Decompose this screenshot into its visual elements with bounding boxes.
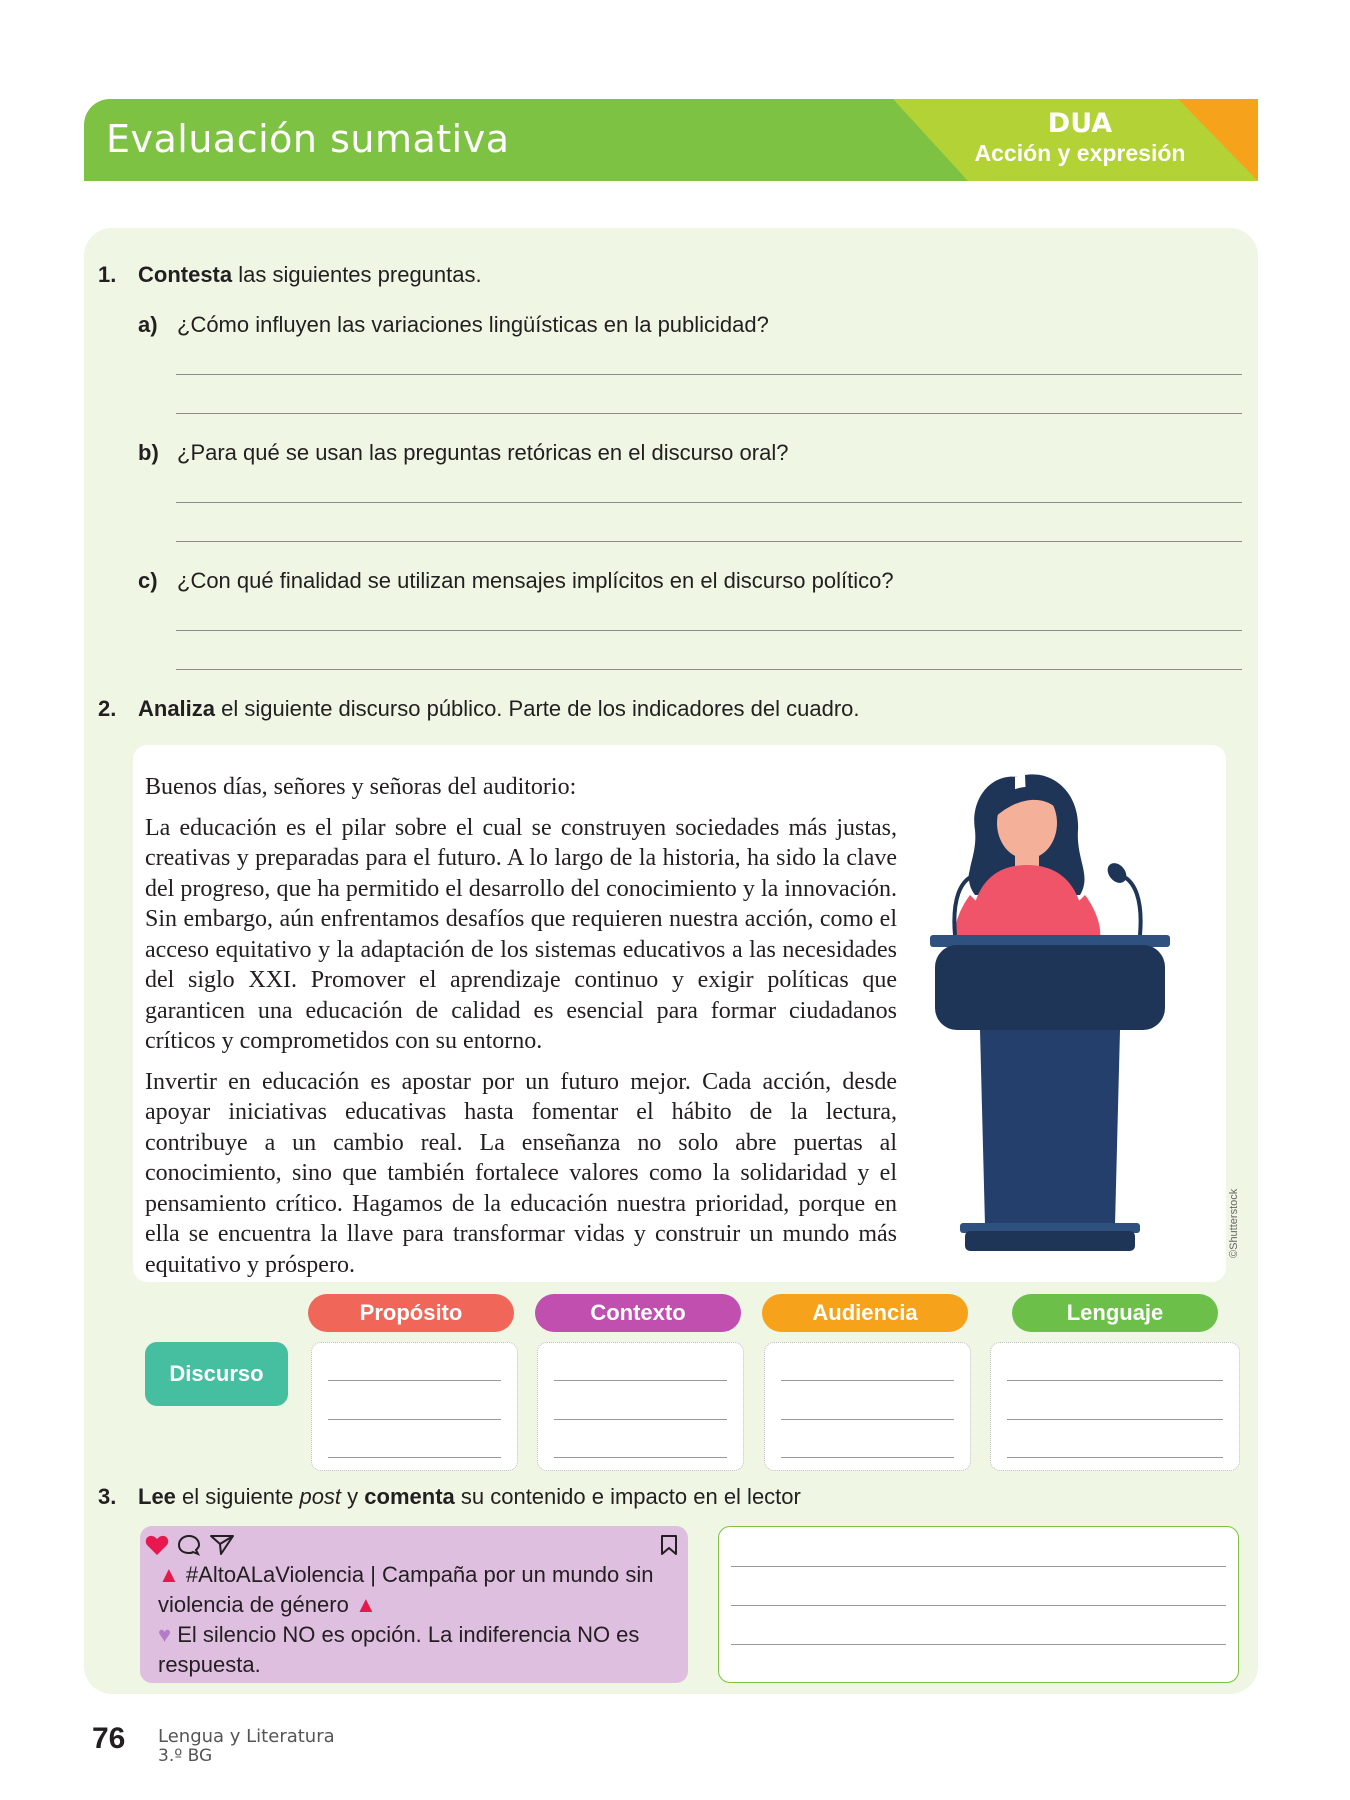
question-2-prompt — [138, 696, 860, 722]
q1c-text: ¿Con qué finalidad se utilizan mensajes implícitos en el discurso político? — [177, 568, 894, 593]
comment-icon[interactable] — [177, 1534, 201, 1556]
post-message-line: El silencio NO es opción. La indiferencia NO es respuesta. — [158, 1622, 640, 1677]
q1b-text: ¿Para qué se usan las preguntas retóricas en el discurso oral? — [177, 440, 789, 465]
question-3-prompt — [138, 1484, 801, 1510]
heart-icon[interactable] — [145, 1534, 169, 1556]
bookmark-icon[interactable] — [660, 1534, 678, 1556]
answer-cell-contexto[interactable] — [537, 1342, 744, 1471]
dua-subtitle: Acción y expresión — [974, 140, 1186, 166]
q3-rest: su contenido e impacto en el lector — [454, 1484, 801, 1509]
q1a-label: a) — [138, 312, 158, 337]
post-body — [158, 1560, 678, 1680]
purple-heart-icon: ♥ — [158, 1622, 172, 1647]
col-header-proposito: Propósito — [308, 1294, 514, 1332]
answer-cell-proposito[interactable] — [311, 1342, 518, 1471]
q1c-label: c) — [138, 568, 158, 593]
siren-icon: ▲ — [354, 1592, 377, 1617]
answer-line[interactable] — [176, 413, 1242, 414]
answer-line[interactable] — [176, 502, 1242, 503]
answer-line[interactable] — [176, 669, 1242, 670]
question-3-number: 3. — [98, 1484, 117, 1509]
speech-text — [145, 772, 897, 1290]
col-header-contexto: Contexto — [535, 1294, 741, 1332]
page-number: 76 — [92, 1722, 126, 1755]
q1-verb: Contesta — [138, 262, 233, 287]
col-header-lenguaje: Lenguaje — [1012, 1294, 1218, 1332]
q1a-text: ¿Cómo influyen las variaciones lingüísticas en la publicidad? — [177, 312, 769, 337]
question-1-prompt — [138, 262, 482, 288]
q3-post-word: post — [299, 1484, 342, 1509]
q1-rest: las siguientes preguntas. — [232, 262, 482, 287]
dua-title: DUA — [1047, 108, 1113, 139]
q2-rest: el siguiente discurso público. Parte de los indicadores del cuadro. — [215, 696, 860, 721]
answer-line[interactable] — [176, 630, 1242, 631]
question-1-number: 1. — [98, 262, 117, 287]
speech-greeting: Buenos días, señores y señoras del auditorio: — [145, 774, 577, 800]
share-icon[interactable] — [209, 1534, 235, 1556]
social-post-card — [140, 1526, 688, 1683]
image-credit: ©Shutterstock — [1228, 1188, 1240, 1258]
q1b-label: b) — [138, 440, 159, 465]
speech-paragraph-1: La educación es el pilar sobre el cual se construyen sociedades más justas, creativas y preparadas para el futuro. A lo largo de la historia, ha sido la clave del progreso, que ha permitido el desarrollo del conocimiento y la innovación. Sin embargo, aún enfrentamos desafíos que requieren nuestra acción, como el acceso equitativo y la adaptación de los sistemas educativos a las necesidades del siglo XXI. Promover el aprendizaje continuo y exigir políticas que garanticen una educación de calidad es esencial para formar ciudadanos críticos y comprometidos con su entorno. — [145, 814, 897, 1054]
siren-icon: ▲ — [158, 1562, 180, 1587]
dua-label — [930, 109, 1230, 167]
q3-mid1: el siguiente — [175, 1484, 300, 1509]
q3-verb2: comenta — [364, 1484, 455, 1509]
answer-line[interactable] — [176, 374, 1242, 375]
q2-verb: Analiza — [138, 696, 216, 721]
speech-paragraph-2: Invertir en educación es apostar por un futuro mejor. Cada acción, desde apoyar iniciativas educativas hasta fomentar el hábito de la lectura, contribuye a un cambio real. La enseñanza no solo abre puertas al conocimiento, sino que también fortalece valores como la solidaridad y el pensamiento crítico. Hagamos de la educación nuestra prioridad, porque en ella se encuentra la llave para transformar vidas y construir un mundo más equitativo y próspero. — [145, 1068, 897, 1278]
q3-mid2: y — [341, 1484, 365, 1509]
answer-cell-audiencia[interactable] — [764, 1342, 971, 1471]
comment-answer-box[interactable] — [718, 1526, 1239, 1683]
post-hashtag-line: #AltoALaViolencia | Campaña por un mundo sin violencia de género — [158, 1562, 654, 1617]
col-header-audiencia: Audiencia — [762, 1294, 968, 1332]
speaker-podium-illustration — [930, 765, 1200, 1270]
grade-label: 3.º BG — [158, 1746, 213, 1766]
q3-verb1: Lee — [138, 1484, 176, 1509]
row-header-discurso: Discurso — [145, 1342, 288, 1406]
page-title: Evaluación sumativa — [106, 117, 510, 161]
answer-cell-lenguaje[interactable] — [990, 1342, 1240, 1471]
subject-name: Lengua y Literatura — [158, 1726, 335, 1747]
question-2-number: 2. — [98, 696, 117, 721]
answer-line[interactable] — [176, 541, 1242, 542]
